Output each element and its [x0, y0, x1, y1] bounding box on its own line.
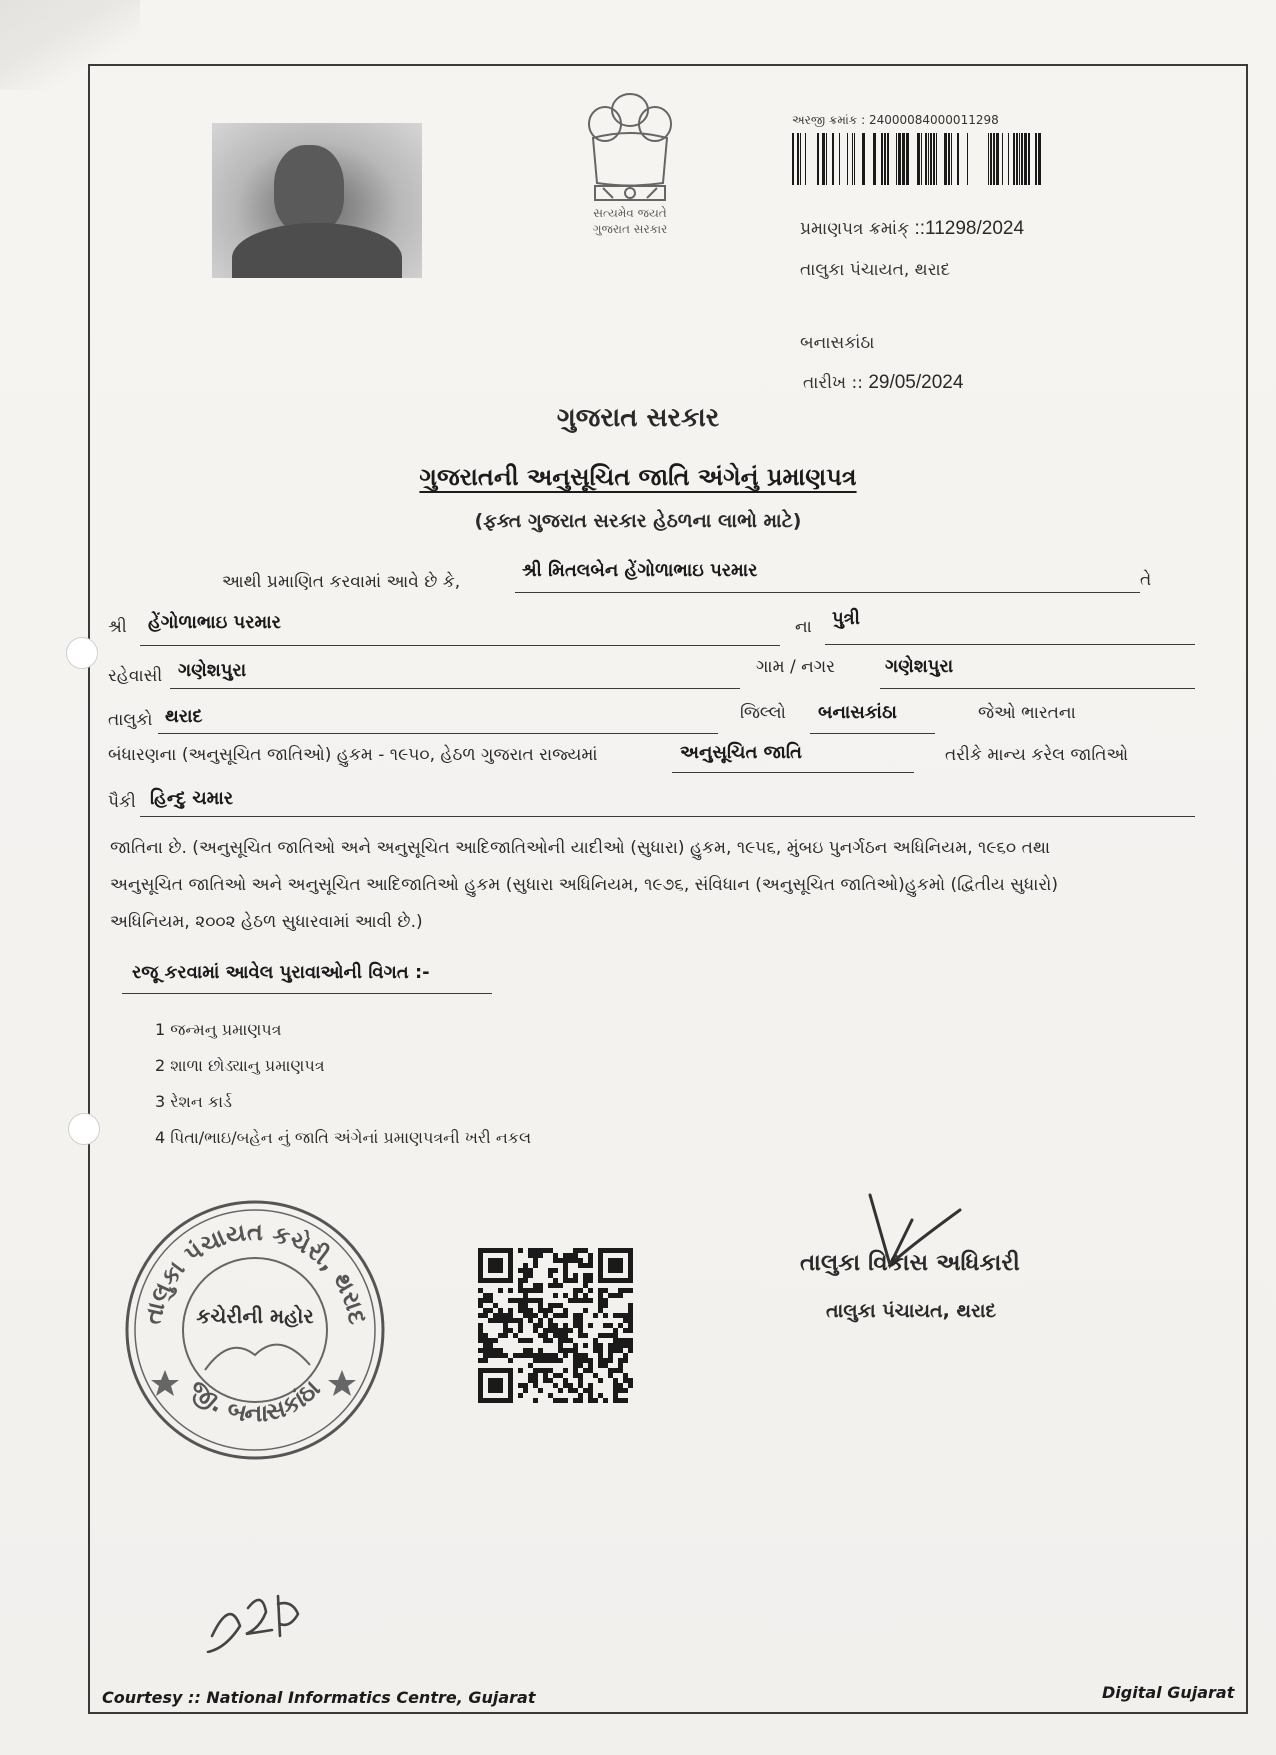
te-label: તે — [1140, 570, 1152, 590]
list-item: 1 જન્મનુ પ્રમાણપત્ર — [155, 1020, 282, 1039]
legal-line: જાતિના છે. (અનુસૂચિત જાતિઓ અને અનુસૂચિત આદિજાતિઓની યાદીઓ (સુધારા) હુકમ, ૧૯૫૬, મુંબઇ પુનર્ગઠન અધિનિયમ, ૧૯૬૦ તથા — [110, 838, 1051, 858]
district-value: બનાસકાંઠા — [818, 702, 897, 723]
taluka-value: થરાદ — [165, 706, 203, 727]
district-label: જિલ્લો — [740, 703, 786, 723]
evidence-list — [155, 1012, 531, 1156]
recognized-label: તરીકે માન્ય કરેલ જાતિઓ — [945, 745, 1129, 765]
na-label: ના — [795, 617, 812, 637]
issuing-district: બનાસકાંઠા — [800, 333, 875, 353]
india-label: જેઓ ભારતના — [978, 703, 1076, 723]
application-number-value: 24000084000011298 — [868, 113, 999, 127]
village-value: ગણેશપુરા — [885, 656, 954, 677]
underline — [158, 733, 718, 734]
officer-signature-icon — [840, 1190, 980, 1300]
signatory-office: તાલુકા પંચાયત, થરાદ — [826, 1300, 997, 1322]
village-label: ગામ / નગર — [756, 657, 835, 677]
underline — [140, 645, 780, 646]
relation: પુત્રી — [832, 608, 860, 629]
father-name: હેંગોળાભાઇ પરમાર — [148, 612, 281, 633]
list-item: 4 પિતા/ભાઇ/બહેન નું જાતિ અંગેનાં પ્રમાણપત્રની ખરી નકલ — [155, 1128, 532, 1147]
issue-date — [803, 372, 963, 394]
underline — [122, 993, 492, 994]
footer-brand: Digital Gujarat — [1102, 1683, 1235, 1702]
underline — [880, 688, 1195, 689]
constitution-label: બંધારણના (અનુસૂચિત જાતિઓ) હુકમ - ૧૯૫૦, હેઠળ ગુજરાત રાજ્યમાં — [108, 745, 598, 765]
certificate-number — [800, 218, 1024, 240]
footer-courtesy: Courtesy :: National Informatics Centre, Gujarat — [102, 1688, 536, 1707]
underline — [140, 816, 1195, 817]
certificate-number-value: ::11298/2024 — [914, 218, 1025, 239]
taluka-label: તાલુકો — [108, 710, 153, 730]
punch-hole — [66, 637, 98, 669]
issuing-office: તાલુકા પંચાયત, થરાદ — [800, 260, 951, 280]
certificate-title-text: ગુજરાતની અનુસૂચિત જાતિ અંગેનું પ્રમાણપત્ર — [419, 463, 857, 491]
shri-label: શ્રી — [108, 617, 127, 637]
punch-hole — [68, 1113, 100, 1145]
signatory-title: તાલુકા વિકાસ અધિકારી — [800, 1250, 1020, 1276]
underline — [672, 772, 914, 773]
application-number-label: અરજી ક્રમાંક : — [792, 113, 866, 127]
application-number — [792, 113, 999, 128]
resident-value: ગણેશપુરા — [178, 660, 247, 681]
evidence-heading: રજૂ કરવામાં આવેલ પુરાવાઓની વિગત :- — [132, 962, 430, 983]
among-label: પૈકી — [108, 792, 136, 812]
certified-label: આથી પ્રમાણિત કરવામાં આવે છે કે, — [222, 572, 461, 592]
underline — [825, 644, 1195, 645]
underline — [170, 688, 740, 689]
applicant-photo — [212, 123, 422, 278]
resident-label: રહેવાસી — [108, 666, 163, 686]
legal-line: અધિનિયમ, ૨૦૦૨ હેઠળ સુધારવામાં આવી છે.) — [110, 912, 423, 932]
certificate-title — [0, 463, 1276, 491]
category-value: અનુસૂચિત જાતિ — [680, 742, 802, 763]
barcode — [792, 133, 1044, 185]
handwritten-number-icon — [200, 1578, 310, 1653]
government-title: ગુજરાત સરકાર — [556, 403, 720, 433]
underline — [515, 592, 1140, 593]
seal-outer-text: તાલુકા પંચાયત કચેરી, થરાદ — [138, 1217, 372, 1327]
star-icon — [328, 1370, 356, 1396]
emblem-caption — [560, 205, 700, 237]
legal-line: અનુસૂચિત જાતિઓ અને અનુસૂચિત આદિજાતિઓ હુકમ (સુધારા અધિનિયમ, ૧૯૭૬, સંવિધાન (અનુસૂચિત જાતિઓ)હુકમો (દ્વિતીય સુધારો) — [110, 875, 1059, 895]
caste-value: હિન્દુ ચમાર — [150, 788, 234, 809]
applicant-name: શ્રી મિતલબેન હેંગોળાભાઇ પરમાર — [522, 560, 758, 581]
certificate-subtitle: (ફક્ત ગુજરાત સરકાર હેઠળના લાભો માટે) — [474, 510, 802, 532]
certificate-number-label: પ્રમાણપત્ર ક્રમાંક્ — [800, 219, 910, 239]
office-seal-stamp — [120, 1195, 390, 1465]
underline — [810, 733, 935, 734]
list-item: 3 રેશન કાર્ડ — [155, 1092, 232, 1111]
legal-text — [110, 830, 1190, 941]
seal-center-text: કચેરીની મહોર — [196, 1304, 314, 1328]
qr-code — [478, 1248, 633, 1403]
emblem-government: ગુજરાત સરકાર — [592, 222, 668, 236]
star-icon — [151, 1370, 179, 1396]
issue-date-value: 29/05/2024 — [868, 372, 964, 393]
list-item: 2 શાળા છોડ્યાનુ પ્રમાણપત્ર — [155, 1056, 325, 1075]
seal-bottom-text: જી. બનાસકાંઠા — [184, 1374, 326, 1428]
issue-date-label: તારીખ :: — [803, 373, 863, 393]
emblem-motto: સત્યમેવ જયતે — [593, 206, 667, 220]
